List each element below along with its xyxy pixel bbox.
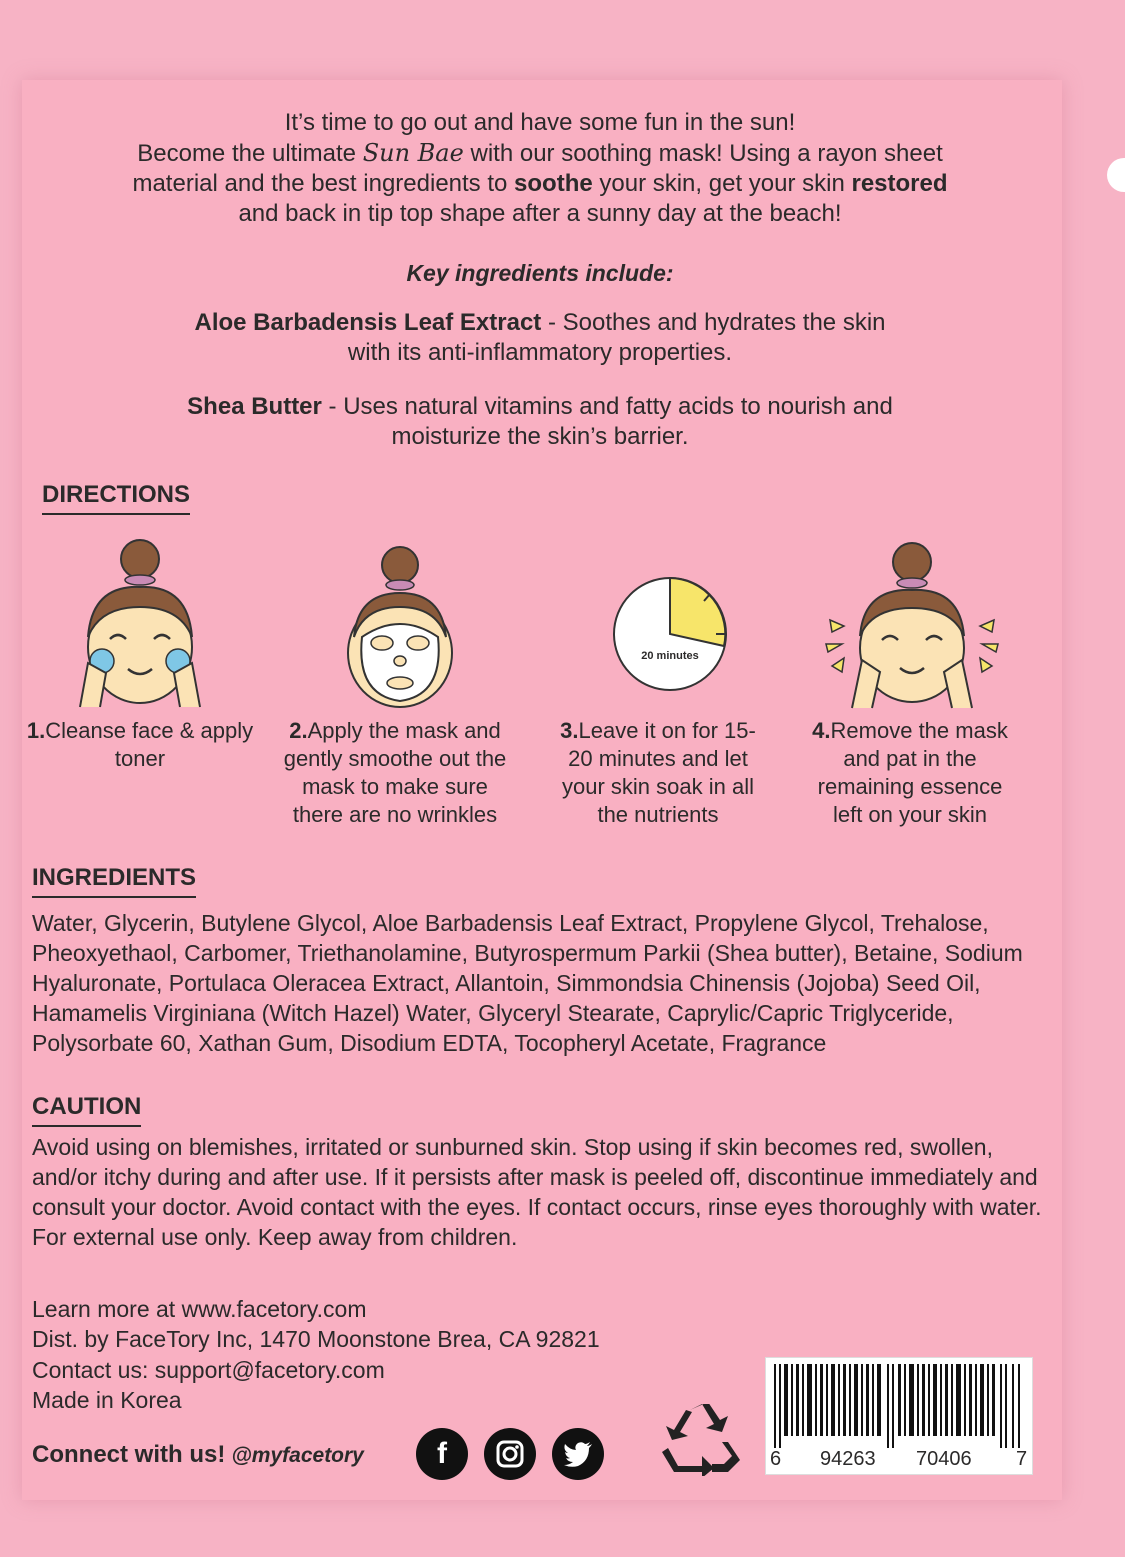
direction-step-1: 1.Cleanse face & apply toner: [26, 718, 254, 771]
cleanse-face-icon: [70, 537, 210, 712]
intro-line-3: material and the best ingredients to soothe your skin, get your skin restored: [132, 170, 948, 197]
sun-bae-script: Sun Bae: [362, 139, 464, 167]
package-edge-notch: [1107, 158, 1125, 192]
twitter-icon[interactable]: [552, 1428, 604, 1480]
connect-with-us: [32, 1441, 364, 1469]
key-ingredient-shea: Shea Butter - Uses natural vitamins and fatty acids to nourish and moisturize the skin’s barrier.: [187, 393, 893, 450]
direction-step-2: 2.Apply the mask and gently smoothe out the mask to make sure there are no wrinkles: [283, 718, 507, 827]
connect-label: Connect with us!: [32, 1441, 226, 1468]
made-in: Made in Korea: [32, 1386, 182, 1413]
instagram-icon[interactable]: [484, 1428, 536, 1480]
social-handle[interactable]: @myfacetory: [231, 1444, 364, 1467]
timer-20-minutes-icon: [610, 574, 730, 694]
key-ingredient-aloe: Aloe Barbadensis Leaf Extract - Soothes and hydrates the skin with its anti-inflammatory properties.: [194, 309, 886, 366]
intro-line-4: and back in tip top shape after a sunny day at the beach!: [238, 200, 842, 227]
direction-step-3: 3.Leave it on for 15-20 minutes and let your skin soak in all the nutrients: [560, 718, 756, 827]
caution-text: Avoid using on blemishes, irritated or sunburned skin. Stop using if skin becomes red, swollen, and/or itchy during and after use. If it persists after mask is peeled off, discontinue immediately and consult your doctor. Avoid contact with the eyes. If contact occurs, rinse eyes thoroughly with water. For external use only. Keep away from children.: [32, 1134, 1042, 1250]
pat-face-icon: [822, 540, 1002, 710]
barcode-bars: [774, 1364, 1024, 1448]
ingredients-heading: INGREDIENTS: [32, 864, 196, 898]
directions-heading: DIRECTIONS: [42, 481, 190, 515]
timer-label: 20 minutes: [641, 650, 699, 662]
intro-line-2: Become the ultimate Sun Bae with our soothing mask! Using a rayon sheet: [137, 139, 943, 167]
distributor-address: Dist. by FaceTory Inc, 1470 Moonstone Brea, CA 92821: [32, 1326, 600, 1353]
recycle-icon: [662, 1404, 742, 1476]
facebook-icon[interactable]: f: [416, 1428, 468, 1480]
direction-step-4: 4.Remove the mask and pat in the remaining essence left on your skin: [812, 718, 1008, 827]
contact-info: [32, 1294, 600, 1415]
contact-email[interactable]: Contact us: support@facetory.com: [32, 1356, 385, 1383]
intro-text: [60, 108, 1020, 229]
key-ingredients-heading: Key ingredients include:: [406, 260, 674, 286]
sheet-mask-face-icon: [340, 545, 460, 710]
caution-heading: CAUTION: [32, 1093, 141, 1127]
ingredients-list: Water, Glycerin, Butylene Glycol, Aloe Barbadensis Leaf Extract, Propylene Glycol, Trehalose, Pheoxyethaol, Carbomer, Triethanolamine, Butyrospermum Parkii (Shea butter), Betaine, Sodium Hyaluronate, Portulaca Oleracea Extract, Allantoin, Simmondsia Chinensis (Jojoba) Seed Oil, Hamamelis Virginiana (Witch Hazel) Water, Glyceryl Stearate, Caprylic/Capric Triglyceride, Polysorbate 60, Xathan Gum, Disodium EDTA, Tocopheryl Acetate, Fragrance: [32, 910, 1023, 1056]
learn-more-link[interactable]: Learn more at www.facetory.com: [32, 1296, 367, 1322]
intro-line-1: It’s time to go out and have some fun in the sun!: [284, 109, 796, 136]
barcode: 6 94263 70406 7: [765, 1357, 1033, 1475]
